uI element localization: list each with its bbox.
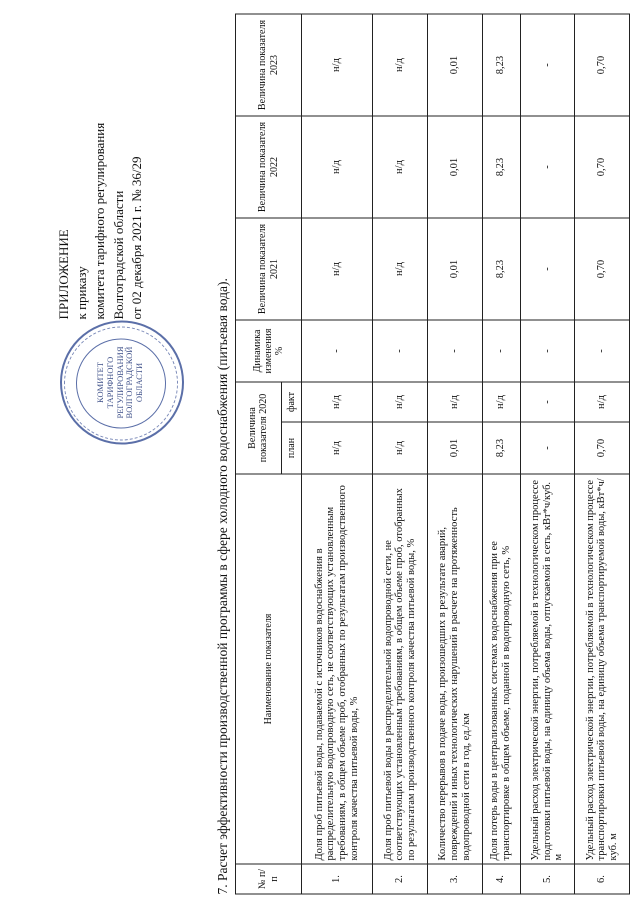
row-2022: н/д — [302, 116, 373, 218]
row-fact: н/д — [373, 382, 428, 422]
row-name: Удельный расход электрической энергии, потребляемой в технологическом процессе транспортировки питьевой воды, на единицу объема транспортируемой воды, кВт*ч/куб. м — [575, 474, 630, 864]
table-row — [482, 14, 520, 894]
indicators-table — [235, 14, 630, 895]
row-num: 6. — [575, 864, 630, 894]
table-row — [302, 14, 373, 894]
row-plan: н/д — [302, 422, 373, 474]
row-dynamics: - — [428, 320, 483, 382]
row-name: Доля проб питьевой воды в распределительной водопроводной сети, не соответствующих установленным требованиям, в общем объеме проб, отобранных по результатам производственного контроля качества питьевой воды, % — [373, 474, 428, 864]
row-num: 1. — [302, 864, 373, 894]
row-2022: н/д — [373, 116, 428, 218]
header-2021: Величина показателя 2021 — [236, 218, 302, 320]
row-2021: н/д — [302, 218, 373, 320]
row-dynamics: - — [482, 320, 520, 382]
row-2023: 0,70 — [575, 14, 630, 116]
row-2023: н/д — [373, 14, 428, 116]
row-fact: н/д — [575, 382, 630, 422]
table-row — [428, 14, 483, 894]
header-2020: Величина показателя 2020 — [236, 382, 282, 474]
attachment-committee: комитета тарифного регулирования — [92, 122, 108, 320]
official-stamp — [60, 321, 184, 445]
attachment-region: Волгоградской области — [110, 190, 126, 320]
header-name: Наименование показателя — [236, 474, 302, 864]
row-2023: - — [520, 14, 575, 116]
row-dynamics: - — [302, 320, 373, 382]
stamp-line: ВОЛГОГРАДСКОЙ — [124, 346, 135, 419]
stamp-line: РЕГУЛИРОВАНИЯ — [114, 346, 125, 419]
row-2021: н/д — [373, 218, 428, 320]
header-2023: Величина показателя 2023 — [236, 14, 302, 116]
stamp-line: КОМИТЕТ — [95, 362, 105, 403]
section-caption: 7. Расчет эффективности производственной программы в сфере холодного водоснабжения (питьевая вода). — [215, 278, 230, 895]
row-num: 3. — [428, 864, 483, 894]
attachment-ref: к приказу — [74, 266, 90, 320]
attachment-header — [55, 123, 146, 320]
row-2022: 0,70 — [575, 116, 630, 218]
row-plan: 0,01 — [428, 422, 483, 474]
table-row — [520, 14, 575, 894]
row-plan: 8,23 — [482, 422, 520, 474]
table-row — [575, 14, 630, 894]
row-name: Доля проб питьевой воды, подаваемой с источников водоснабжения в распределительную водопроводную сеть, не соответствующих установленным требованиям, в общем объеме проб, отобранных по результатам производственного контроля качества питьевой воды, % — [302, 474, 373, 864]
row-2021: - — [520, 218, 575, 320]
attachment-date: от 02 декабря 2021 г. № 36/29 — [128, 156, 144, 320]
header-num: № п/п — [236, 864, 302, 894]
row-plan: 0,70 — [575, 422, 630, 474]
header-plan: план — [281, 422, 301, 474]
row-name: Количество перерывов в подаче воды, произошедших в результате аварий, повреждений и иных технологических нарушений в расчете на протяженность водопроводной сети в год, ед./км — [428, 474, 483, 864]
row-2021: 0,70 — [575, 218, 630, 320]
row-fact: н/д — [302, 382, 373, 422]
attachment-title: ПРИЛОЖЕНИЕ — [56, 229, 71, 320]
table-row — [373, 14, 428, 894]
row-fact: н/д — [428, 382, 483, 422]
header-dynamics: Динамика изменения % — [236, 320, 302, 382]
row-name: Доля потерь воды в централизованных системах водоснабжения при ее транспортировке в общем объеме, поданной в водопроводную сеть, % — [482, 474, 520, 864]
row-dynamics: - — [373, 320, 428, 382]
row-num: 5. — [520, 864, 575, 894]
row-name: Удельный расход электрической энергии, потребляемой в технологическом процессе подготовки питьевой воды, на единицу объема воды, отпускаемой в сеть, кВт*ч/куб. м — [520, 474, 575, 864]
row-2021: 8,23 — [482, 218, 520, 320]
header-fact: факт — [281, 382, 301, 422]
row-fact: н/д — [482, 382, 520, 422]
row-plan: н/д — [373, 422, 428, 474]
row-dynamics: - — [520, 320, 575, 382]
row-plan: - — [520, 422, 575, 474]
row-dynamics: - — [575, 320, 630, 382]
row-2022: - — [520, 116, 575, 218]
stamp-line: ТАРИФНОГО — [104, 356, 115, 409]
row-num: 4. — [482, 864, 520, 894]
row-fact: - — [520, 382, 575, 422]
row-2023: 8,23 — [482, 14, 520, 116]
row-2023: н/д — [302, 14, 373, 116]
row-2022: 0,01 — [428, 116, 483, 218]
row-2022: 8,23 — [482, 116, 520, 218]
stamp-line: ОБЛАСТИ — [134, 362, 145, 403]
row-2021: 0,01 — [428, 218, 483, 320]
row-num: 2. — [373, 864, 428, 894]
header-2022: Величина показателя 2022 — [236, 116, 302, 218]
stamp-text — [96, 347, 145, 419]
row-2023: 0,01 — [428, 14, 483, 116]
